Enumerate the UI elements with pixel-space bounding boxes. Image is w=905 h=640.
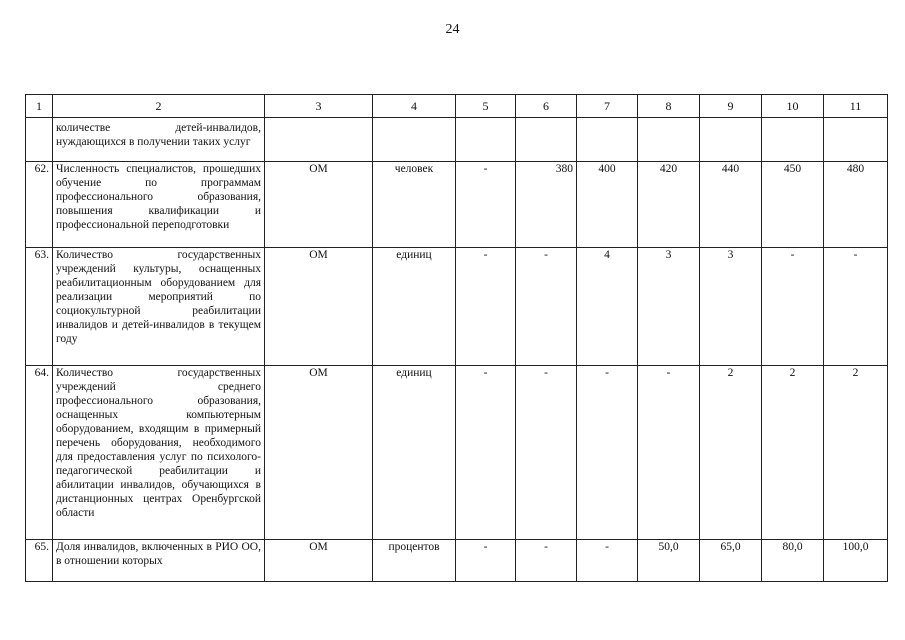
row-description: Количество государственных учреждений культуры, оснащенных реабилитационным оборудованием для реализации мероприятий по социокультурной реабилитации инвалидов и детей-инвалидов в текущем году [53,248,265,366]
value-col-10: 450 [762,162,824,248]
empty-cell [516,118,577,162]
table-row [26,366,888,540]
empty-cell [373,118,456,162]
value-col-5: - [456,248,516,366]
value-col-11: 2 [824,366,888,540]
indicators-table [25,94,888,582]
row-number: 64. [26,366,53,540]
value-col-8: 3 [638,248,700,366]
column-header: 4 [373,95,456,118]
row-description: количестве детей-инвалидов, нуждающихся в получении таких услуг [53,118,265,162]
row-number: 62. [26,162,53,248]
empty-cell [577,118,638,162]
table-row [26,540,888,582]
value-col-11: - [824,248,888,366]
column-header: 10 [762,95,824,118]
value-col-7: - [577,540,638,582]
column-header: 11 [824,95,888,118]
value-col-10: - [762,248,824,366]
value-col-8: 420 [638,162,700,248]
empty-cell [762,118,824,162]
value-col-11: 100,0 [824,540,888,582]
row-number: 65. [26,540,53,582]
column-header: 3 [265,95,373,118]
value-col-8: 50,0 [638,540,700,582]
value-col-11: 480 [824,162,888,248]
value-col-10: 80,0 [762,540,824,582]
value-col-8: - [638,366,700,540]
row-type: ОМ [265,162,373,248]
empty-cell [700,118,762,162]
column-header: 1 [26,95,53,118]
value-col-10: 2 [762,366,824,540]
row-type: ОМ [265,248,373,366]
empty-cell [638,118,700,162]
value-col-7: 4 [577,248,638,366]
table-header-row [26,95,888,118]
value-col-7: - [577,366,638,540]
row-type: ОМ [265,540,373,582]
value-col-6: 380 [516,162,577,248]
column-header: 6 [516,95,577,118]
row-unit: человек [373,162,456,248]
table-row-continuation [26,118,888,162]
row-number-cell [26,118,53,162]
value-col-5: - [456,162,516,248]
empty-cell [824,118,888,162]
table-row [26,162,888,248]
column-header: 2 [53,95,265,118]
column-header: 5 [456,95,516,118]
row-unit: процентов [373,540,456,582]
row-unit: единиц [373,248,456,366]
row-description: Доля инвалидов, включенных в РИО ОО, в отношении которых [53,540,265,582]
table-row [26,248,888,366]
value-col-6: - [516,248,577,366]
row-number: 63. [26,248,53,366]
value-col-6: - [516,540,577,582]
row-type: ОМ [265,366,373,540]
value-col-6: - [516,366,577,540]
row-description: Численность специалистов, прошедших обучение по программам профессионального образования, повышения квалификации и профессиональной переподготовки [53,162,265,248]
value-col-9: 3 [700,248,762,366]
column-header: 9 [700,95,762,118]
page-number: 24 [445,22,460,37]
row-description: Количество государственных учреждений среднего профессионального образования, оснащенных компьютерным оборудованием, входящим в примерный перечень оборудования, необходимого для предоставления услуг по психолого-педагогической реабилитации и абилитации инвалидов, обучающихся в дистанционных центрах Оренбургской области [53,366,265,540]
value-col-7: 400 [577,162,638,248]
value-col-9: 65,0 [700,540,762,582]
empty-cell [265,118,373,162]
value-col-9: 440 [700,162,762,248]
empty-cell [456,118,516,162]
column-header: 8 [638,95,700,118]
column-header: 7 [577,95,638,118]
value-col-9: 2 [700,366,762,540]
value-col-5: - [456,366,516,540]
row-unit: единиц [373,366,456,540]
value-col-5: - [456,540,516,582]
